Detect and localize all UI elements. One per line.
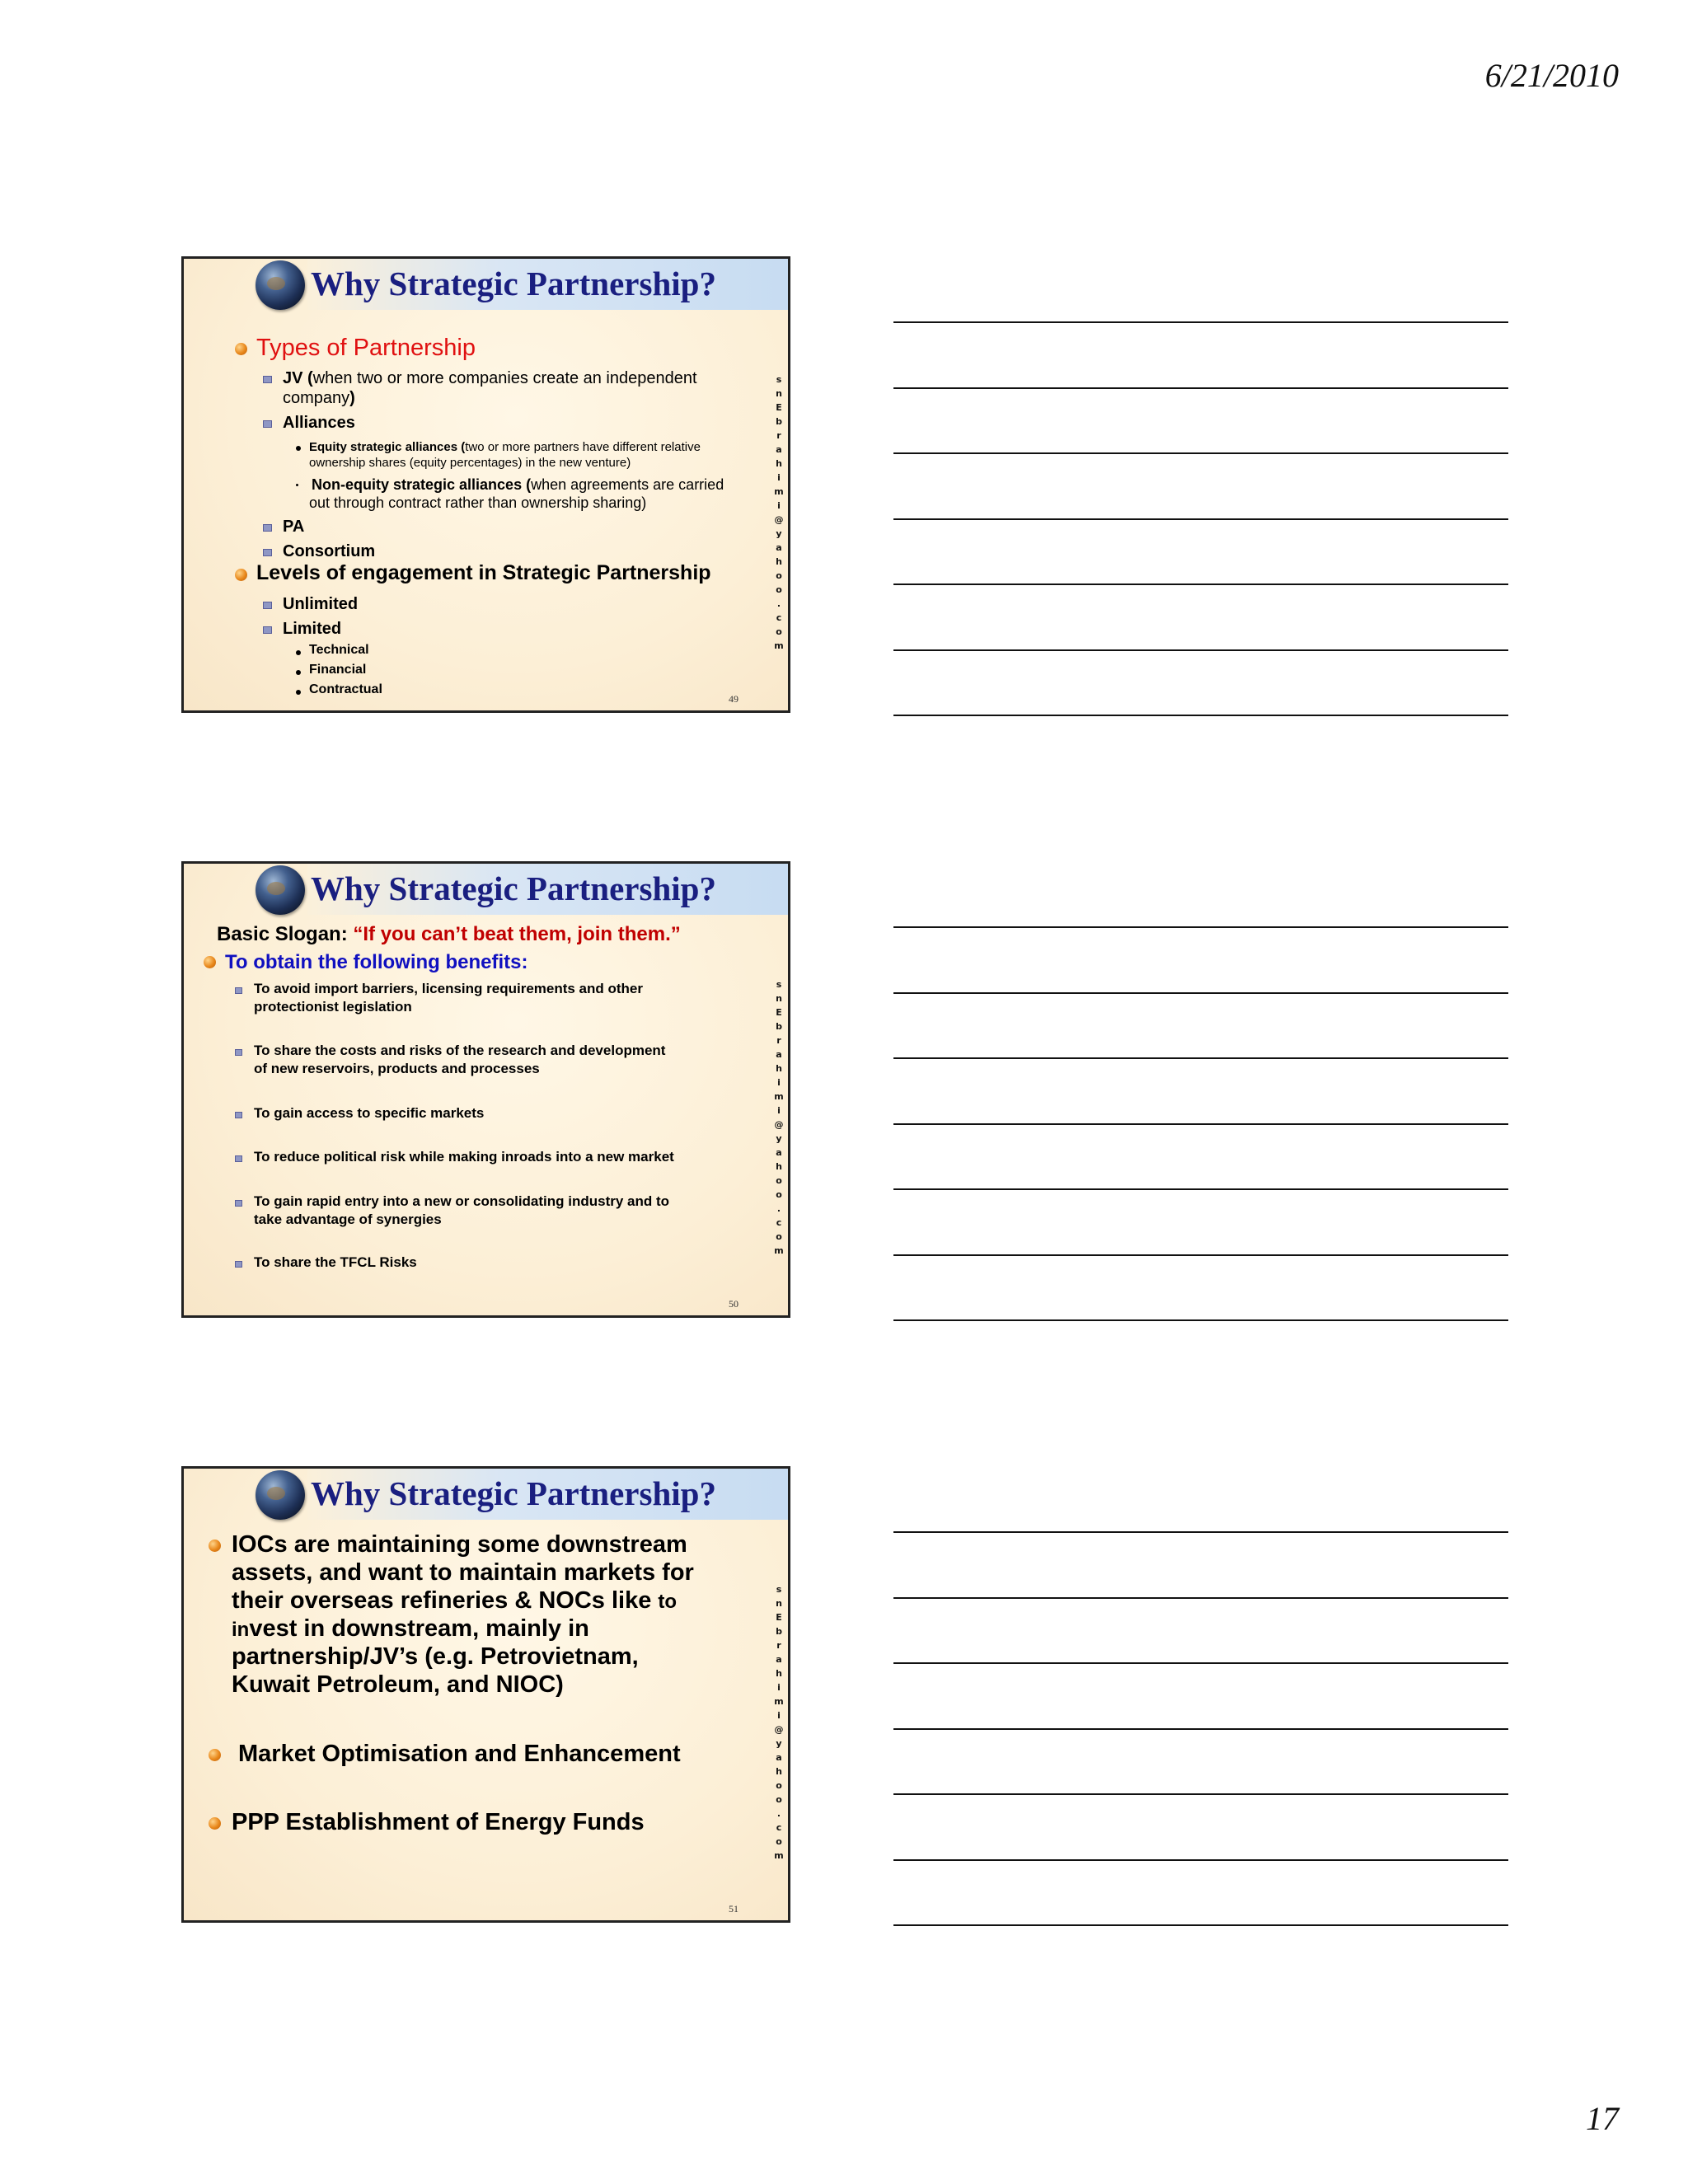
slide-number: 50 <box>729 1298 738 1310</box>
nonequity-line-1: Non-equity strategic alliances (when agreements are carried <box>312 476 724 493</box>
para-2: Market Optimisation and Enhancement <box>238 1741 681 1767</box>
square-bullet-icon <box>263 602 272 609</box>
benefit-4: To reduce political risk while making inroads into a new market <box>254 1149 674 1165</box>
para-1-line-2: assets, and want to maintain markets for <box>232 1559 694 1586</box>
unlimited-label: Unlimited <box>283 595 359 613</box>
benefit-3: To gain access to specific markets <box>254 1105 485 1121</box>
note-line <box>893 649 1508 651</box>
alliances-label: Alliances <box>283 414 355 432</box>
slogan-line: Basic Slogan: “If you can’t beat them, join them.” <box>217 923 681 945</box>
square-bullet-icon <box>263 376 272 383</box>
note-line <box>893 1057 1508 1059</box>
jv-line-2: company) <box>283 389 355 407</box>
technical-label: Technical <box>309 643 369 657</box>
square-bullet-icon <box>235 1112 242 1118</box>
note-line <box>893 1728 1508 1730</box>
note-line <box>893 1188 1508 1190</box>
slide-title: Why Strategic Partnership? <box>311 1474 716 1512</box>
jv-line-1: JV (when two or more companies create an independent <box>283 369 697 387</box>
benefit-1-line-1: To avoid import barriers, licensing requirements and other <box>254 981 644 996</box>
note-line <box>893 1254 1508 1256</box>
consortium-label: Consortium <box>283 542 376 560</box>
benefit-5-line-1: To gain rapid entry into a new or consolidating industry and to <box>254 1193 670 1209</box>
note-line <box>893 1597 1508 1599</box>
bullet-icon <box>204 956 216 968</box>
para-1-line-4: invest in downstream, mainly in <box>232 1615 589 1642</box>
note-line <box>893 452 1508 454</box>
note-line <box>893 992 1508 994</box>
benefit-6: To share the TFCL Risks <box>254 1254 417 1270</box>
square-bullet-icon <box>235 1049 242 1056</box>
note-line <box>893 518 1508 520</box>
benefit-1-line-2: protectionist legislation <box>254 999 412 1015</box>
para-1-line-1: IOCs are maintaining some downstream <box>232 1531 687 1558</box>
slide-50 <box>181 861 790 1318</box>
note-line <box>893 926 1508 928</box>
note-line <box>893 1319 1508 1321</box>
email-vertical: s n E b r a h i m i @ y a h o o . c o m <box>774 1584 784 1861</box>
globe-icon <box>256 865 305 915</box>
limited-label: Limited <box>283 620 342 638</box>
contractual-label: Contractual <box>309 682 382 696</box>
email-vertical: s n E b r a h i m i @ y a h o o . c o m <box>774 979 784 1256</box>
equity-line-1: Equity strategic alliances (two or more partners have different relative <box>309 440 701 454</box>
square-bullet-icon <box>263 524 272 532</box>
dot-bullet-icon <box>296 446 301 451</box>
benefits-heading: To obtain the following benefits: <box>225 951 528 973</box>
globe-icon <box>256 1470 305 1520</box>
email-vertical: s n E b r a h i m i @ y a h o o . c o m <box>774 374 784 651</box>
dot-bullet-icon <box>296 690 301 695</box>
equity-line-2: ownership shares (equity percentages) in the new venture) <box>309 456 631 470</box>
para-1-line-3: their overseas refineries & NOCs like to <box>232 1587 678 1614</box>
slide-title: Why Strategic Partnership? <box>311 869 716 907</box>
slide-number: 51 <box>729 1903 738 1915</box>
para-1-line-5: partnership/JV’s (e.g. Petrovietnam, <box>232 1643 639 1670</box>
slide-number: 49 <box>729 693 738 705</box>
slide-title: Why Strategic Partnership? <box>311 265 716 302</box>
dot-bullet-icon <box>296 670 301 675</box>
square-bullet-icon <box>263 549 272 556</box>
square-bullet-icon <box>263 626 272 634</box>
globe-icon <box>256 260 305 310</box>
slide-49 <box>181 256 790 713</box>
nonequity-line-2: out through contract rather than ownership sharing) <box>309 494 647 511</box>
financial-label: Financial <box>309 663 367 677</box>
note-line <box>893 715 1508 716</box>
benefit-5-line-2: take advantage of synergies <box>254 1212 442 1227</box>
bullet-icon <box>209 1749 221 1761</box>
note-line <box>893 1859 1508 1861</box>
para-1-line-6: Kuwait Petroleum, and NIOC) <box>232 1671 564 1698</box>
bullet-icon <box>235 569 247 581</box>
square-bullet-icon <box>235 1155 242 1162</box>
heading-levels: Levels of engagement in Strategic Partnership <box>256 561 711 584</box>
note-line <box>893 1793 1508 1795</box>
note-line <box>893 1924 1508 1926</box>
note-line <box>893 583 1508 585</box>
benefit-2-line-2: of new reservoirs, products and processes <box>254 1061 540 1076</box>
pa-label: PA <box>283 518 305 536</box>
note-line <box>893 1662 1508 1664</box>
note-line <box>893 321 1508 323</box>
square-bullet-icon <box>235 1200 242 1207</box>
page-number: 17 <box>1586 2100 1619 2137</box>
benefit-2-line-1: To share the costs and risks of the research and development <box>254 1043 666 1058</box>
bullet-icon <box>209 1817 221 1830</box>
note-line <box>893 1531 1508 1533</box>
square-bullet-icon <box>235 1261 242 1268</box>
para-3: PPP Establishment of Energy Funds <box>232 1809 645 1835</box>
bullet-icon <box>235 343 247 355</box>
square-bullet-icon <box>235 987 242 994</box>
dot-bullet-icon <box>296 484 298 486</box>
page-date: 6/21/2010 <box>1484 57 1619 94</box>
dot-bullet-icon <box>296 650 301 655</box>
note-line <box>893 1123 1508 1125</box>
heading-types: Types of Partnership <box>256 335 476 361</box>
square-bullet-icon <box>263 420 272 428</box>
bullet-icon <box>209 1540 221 1552</box>
slide-51 <box>181 1466 790 1923</box>
note-line <box>893 387 1508 389</box>
